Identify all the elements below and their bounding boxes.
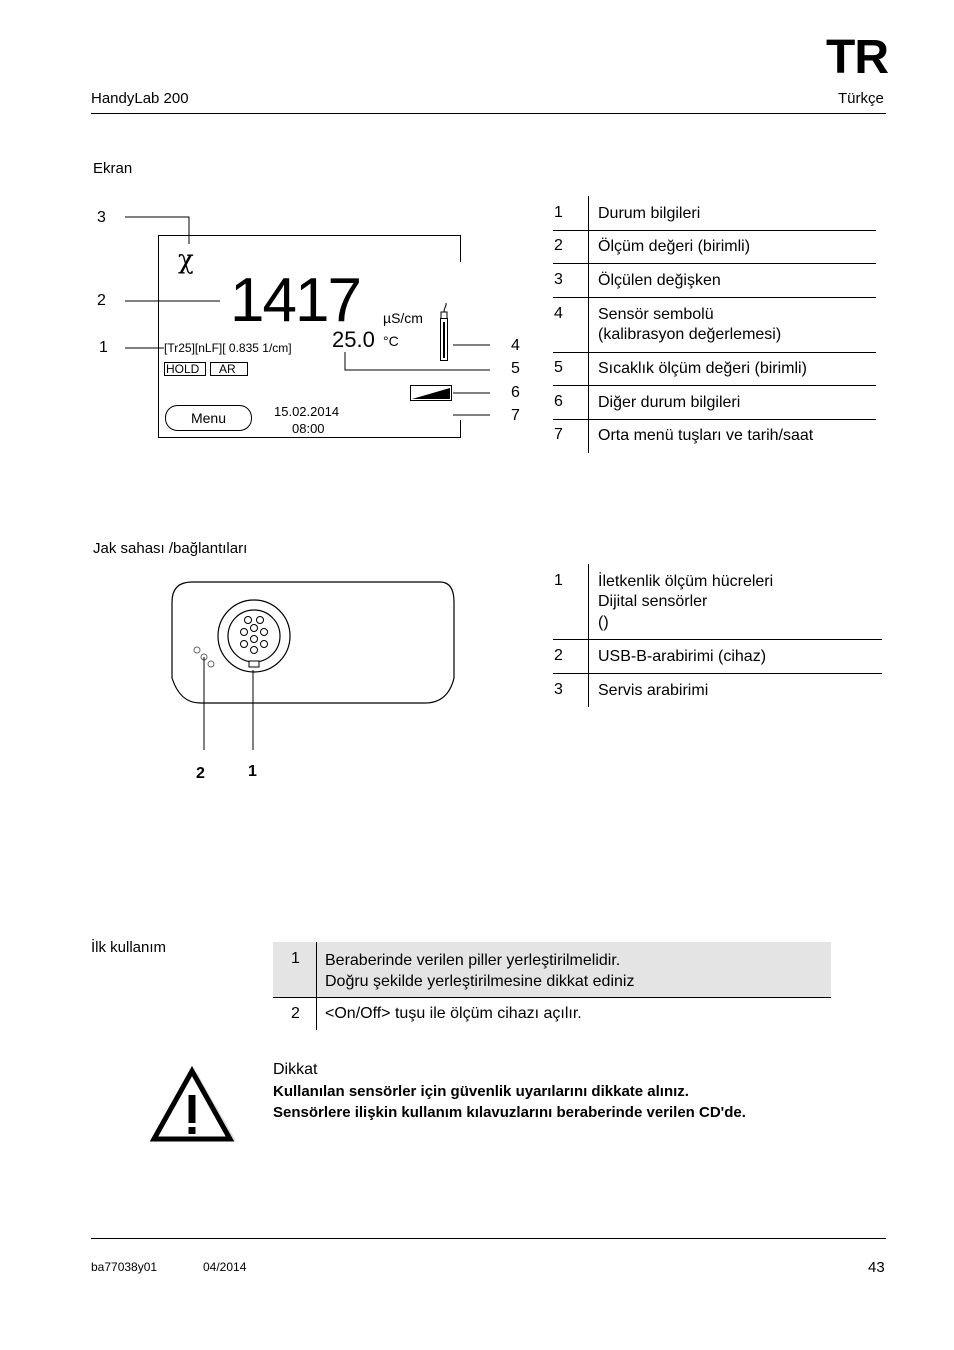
legend-text: Ölçülen değişken <box>598 272 721 289</box>
legend-number: 7 <box>554 426 563 443</box>
sensor-icon <box>441 303 448 361</box>
legend-divider <box>588 564 589 707</box>
legend-text: (kalibrasyon değerlemesi) <box>598 326 782 343</box>
temperature-value: 25.0 <box>332 327 375 352</box>
legend-number: 1 <box>554 572 563 589</box>
document-date: 04/2014 <box>203 1260 247 1274</box>
legend-number: 2 <box>554 647 563 664</box>
legend-text: () <box>598 614 609 631</box>
callout-1: 1 <box>99 339 108 356</box>
step-line: Doğru şekilde yerleştirilmesine dikkat ediniz <box>325 973 635 990</box>
legend-number: 3 <box>554 271 563 288</box>
step-number: 2 <box>291 1005 300 1022</box>
legend-text: Servis arabirimi <box>598 682 709 699</box>
legend-rule <box>553 639 882 640</box>
display-time: 08:00 <box>292 421 325 436</box>
language-name: Türkçe <box>838 90 884 107</box>
caution-title: Dikkat <box>273 1061 318 1078</box>
legend-number: 2 <box>554 237 563 254</box>
legend-number: 3 <box>554 681 563 698</box>
jack-callout-1: 1 <box>248 763 257 780</box>
jack-callout-2: 2 <box>196 765 205 782</box>
legend-text: Sıcaklık ölçüm değeri (birimli) <box>598 360 807 377</box>
legend-text: Ölçüm değeri (birimli) <box>598 238 751 255</box>
legend-text: USB-B-arabirimi (cihaz) <box>598 648 767 665</box>
legend-text: Durum bilgileri <box>598 205 701 222</box>
step-text <box>325 1005 582 1023</box>
badge-ar: AR <box>219 362 236 376</box>
jack-field-diagram <box>0 570 500 760</box>
measured-variable-symbol: χ <box>178 245 194 275</box>
steps-rule <box>273 997 831 998</box>
measured-value: 1417 <box>230 266 360 335</box>
legend-rule <box>553 673 882 674</box>
caution-line-2: Sensörlere ilişkin kullanım kılavuzlarını beraberinde verilen CD'de. <box>273 1104 746 1121</box>
display-diagram <box>0 0 954 480</box>
legend-text: İletkenlik ölçüm hücreleri <box>598 573 774 590</box>
callout-6: 6 <box>511 384 520 401</box>
section-title-first-use: İlk kullanım <box>91 939 167 956</box>
callout-2: 2 <box>97 292 106 309</box>
step-line: tuşu ile ölçüm cihazı açılır. <box>390 1005 582 1022</box>
page-number: 43 <box>868 1259 885 1276</box>
connector-socket <box>218 600 290 672</box>
legend-number: 1 <box>554 204 563 221</box>
callout-7: 7 <box>511 407 520 424</box>
step-line: Beraberinde verilen piller yerleştirilmelidir. <box>325 952 621 969</box>
callout-5: 5 <box>511 360 520 377</box>
step-text <box>325 950 634 992</box>
legend-divider <box>588 196 589 453</box>
legend-number: 6 <box>554 393 563 410</box>
legend-text: Sensör sembolü <box>598 306 714 323</box>
menu-button: Menu <box>190 410 227 426</box>
status-line: [Tr25][nLF][ 0.835 1/cm] <box>164 341 292 355</box>
step-number: 1 <box>291 950 300 967</box>
language-code: TR <box>826 31 888 84</box>
footer-rule <box>91 1238 886 1239</box>
legend-rule <box>553 385 876 386</box>
legend-text: Orta menü tuşları ve tarih/saat <box>598 427 814 444</box>
legend-text: Dijital sensörler <box>598 593 708 610</box>
temperature-unit: °C <box>383 333 399 349</box>
display-date: 15.02.2014 <box>274 404 340 419</box>
legend-rule <box>553 230 876 231</box>
legend-rule <box>553 419 876 420</box>
legend-rule <box>553 263 876 264</box>
onoff-key: <On/Off> <box>325 1005 391 1022</box>
section-title-screen: Ekran <box>93 160 133 177</box>
legend-rule <box>553 352 876 353</box>
steps-divider <box>316 942 317 1030</box>
callout-3: 3 <box>97 209 106 226</box>
warning-triangle-icon <box>150 1065 245 1145</box>
legend-text: Diğer durum bilgileri <box>598 394 741 411</box>
legend-number: 5 <box>554 359 563 376</box>
callout-4: 4 <box>511 337 520 354</box>
legend-number: 4 <box>554 305 563 322</box>
badge-hold: HOLD <box>166 362 200 376</box>
legend-rule <box>553 297 876 298</box>
section-title-jacks: Jak sahası /bağlantıları <box>93 540 248 557</box>
caution-line-1: Kullanılan sensörler için güvenlik uyarılarını dikkate alınız. <box>273 1083 689 1100</box>
value-unit: µS/cm <box>383 310 423 326</box>
document-number: ba77038y01 <box>91 1260 158 1274</box>
product-name: HandyLab 200 <box>91 90 189 107</box>
